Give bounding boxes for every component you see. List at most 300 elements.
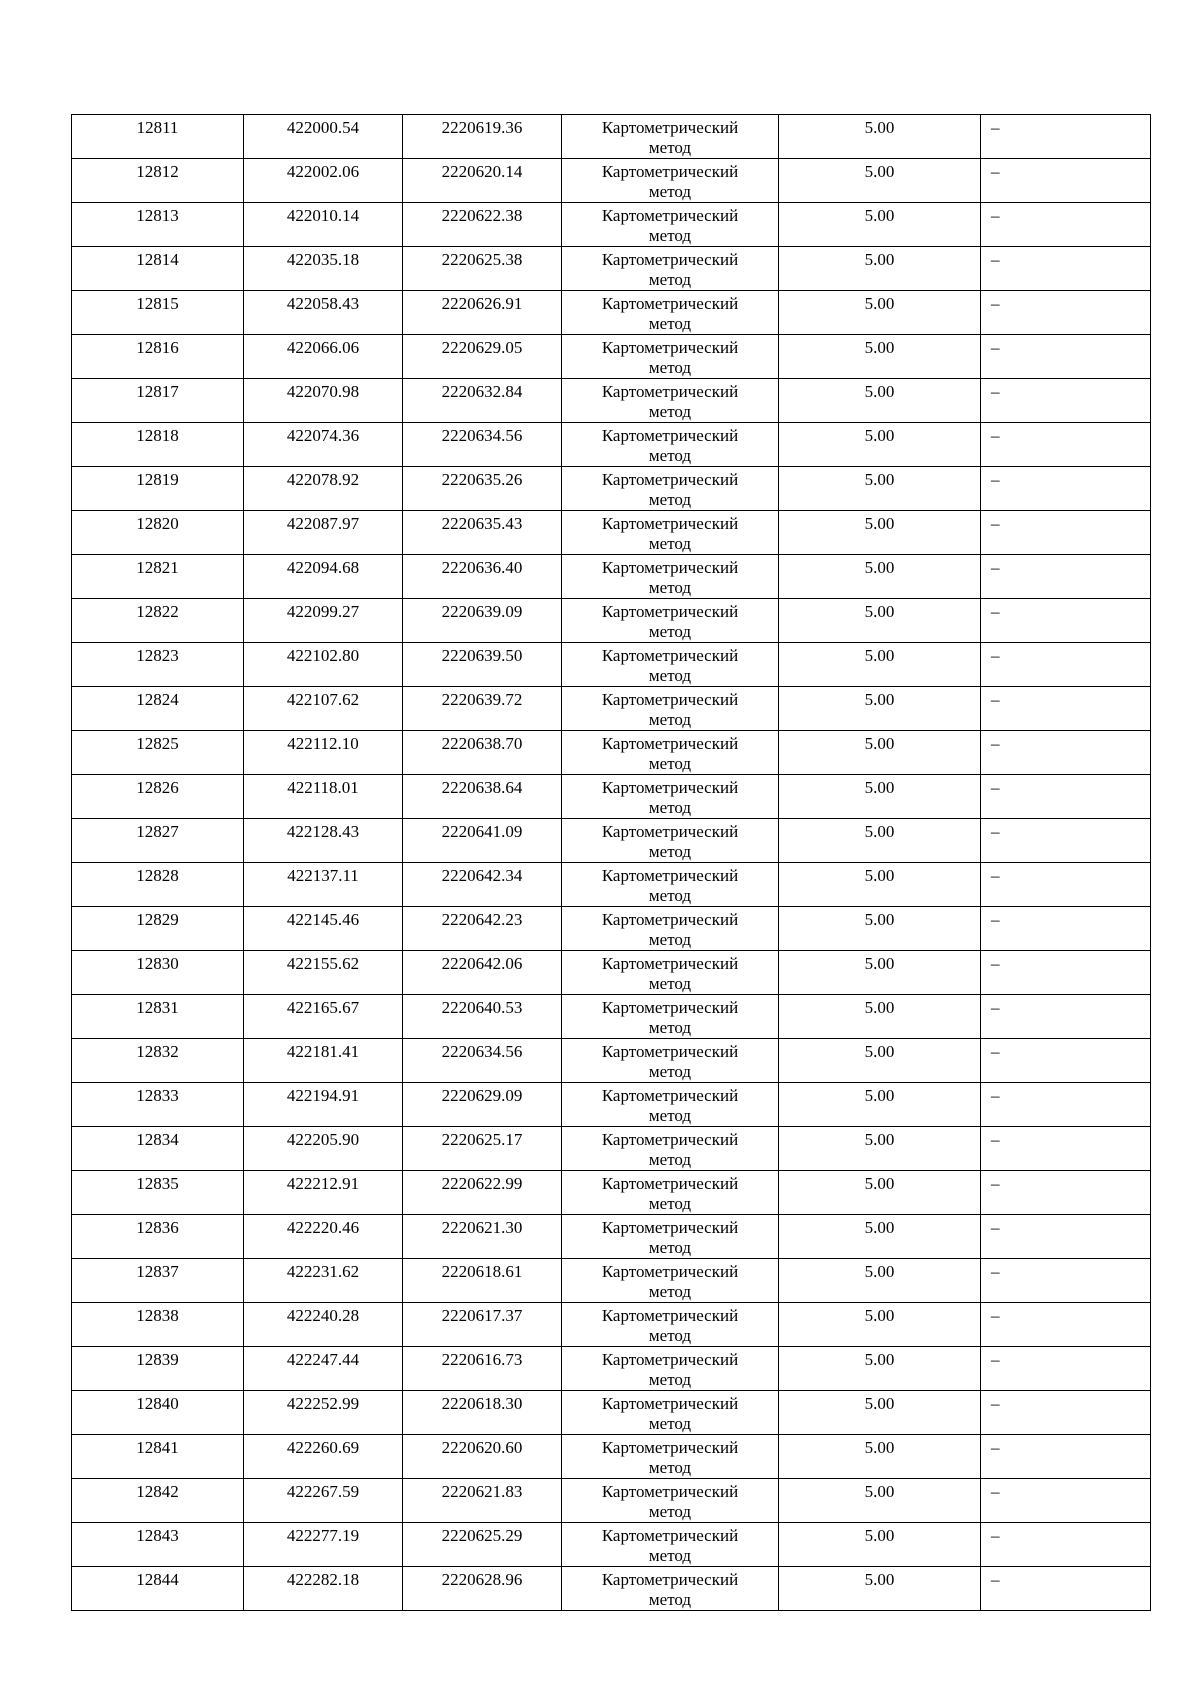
y-coordinate-cell: 2220617.37 bbox=[403, 1303, 562, 1347]
note-cell: – bbox=[981, 291, 1151, 335]
point-number-cell: 12812 bbox=[72, 159, 244, 203]
y-coordinate-cell: 2220622.38 bbox=[403, 203, 562, 247]
table-row bbox=[72, 247, 1151, 291]
x-coordinate-cell: 422000.54 bbox=[244, 115, 403, 159]
point-number-cell: 12819 bbox=[72, 467, 244, 511]
point-number-cell: 12833 bbox=[72, 1083, 244, 1127]
table-row bbox=[72, 1479, 1151, 1523]
method-cell bbox=[562, 819, 779, 863]
note-cell: – bbox=[981, 1215, 1151, 1259]
point-number-cell: 12842 bbox=[72, 1479, 244, 1523]
method-text-line: метод bbox=[648, 1326, 692, 1345]
method-text-line: метод bbox=[648, 930, 692, 949]
method-text-line: Картометрический bbox=[601, 778, 739, 797]
accuracy-cell: 5.00 bbox=[779, 907, 981, 951]
method-text-line: Картометрический bbox=[601, 514, 739, 533]
table-row bbox=[72, 335, 1151, 379]
y-coordinate-cell: 2220629.05 bbox=[403, 335, 562, 379]
method-cell bbox=[562, 1303, 779, 1347]
method-text-line: Картометрический bbox=[601, 954, 739, 973]
note-cell: – bbox=[981, 951, 1151, 995]
method-cell bbox=[562, 115, 779, 159]
method-text-line: метод bbox=[648, 666, 692, 685]
note-cell: – bbox=[981, 379, 1151, 423]
method-text-line: Картометрический bbox=[601, 822, 739, 841]
method-text-line: Картометрический bbox=[601, 1350, 739, 1369]
table-row bbox=[72, 643, 1151, 687]
method-text-line: метод bbox=[648, 1238, 692, 1257]
accuracy-cell: 5.00 bbox=[779, 159, 981, 203]
table-row bbox=[72, 1567, 1151, 1611]
point-number-cell: 12827 bbox=[72, 819, 244, 863]
table-row bbox=[72, 1215, 1151, 1259]
method-cell bbox=[562, 1083, 779, 1127]
accuracy-cell: 5.00 bbox=[779, 1171, 981, 1215]
point-number-cell: 12826 bbox=[72, 775, 244, 819]
table-row bbox=[72, 731, 1151, 775]
method-cell bbox=[562, 599, 779, 643]
method-cell bbox=[562, 643, 779, 687]
table-row bbox=[72, 467, 1151, 511]
table-row bbox=[72, 1523, 1151, 1567]
y-coordinate-cell: 2220618.61 bbox=[403, 1259, 562, 1303]
y-coordinate-cell: 2220642.23 bbox=[403, 907, 562, 951]
table-row bbox=[72, 1171, 1151, 1215]
method-cell bbox=[562, 731, 779, 775]
point-number-cell: 12816 bbox=[72, 335, 244, 379]
y-coordinate-cell: 2220619.36 bbox=[403, 115, 562, 159]
method-cell bbox=[562, 951, 779, 995]
table-row bbox=[72, 1259, 1151, 1303]
point-number-cell: 12828 bbox=[72, 863, 244, 907]
x-coordinate-cell: 422240.28 bbox=[244, 1303, 403, 1347]
coordinates-table bbox=[71, 114, 1151, 1611]
x-coordinate-cell: 422118.01 bbox=[244, 775, 403, 819]
y-coordinate-cell: 2220640.53 bbox=[403, 995, 562, 1039]
point-number-cell: 12817 bbox=[72, 379, 244, 423]
note-cell: – bbox=[981, 1303, 1151, 1347]
method-cell bbox=[562, 247, 779, 291]
point-number-cell: 12824 bbox=[72, 687, 244, 731]
method-text-line: Картометрический bbox=[601, 910, 739, 929]
method-text-line: метод bbox=[648, 578, 692, 597]
note-cell: – bbox=[981, 1083, 1151, 1127]
note-cell: – bbox=[981, 775, 1151, 819]
table-row bbox=[72, 1127, 1151, 1171]
method-text-line: метод bbox=[648, 974, 692, 993]
x-coordinate-cell: 422194.91 bbox=[244, 1083, 403, 1127]
method-text-line: Картометрический bbox=[601, 1306, 739, 1325]
table-row bbox=[72, 687, 1151, 731]
method-text-line: метод bbox=[648, 358, 692, 377]
y-coordinate-cell: 2220621.83 bbox=[403, 1479, 562, 1523]
method-cell bbox=[562, 335, 779, 379]
method-text-line: метод bbox=[648, 182, 692, 201]
method-cell bbox=[562, 1039, 779, 1083]
method-cell bbox=[562, 1523, 779, 1567]
note-cell: – bbox=[981, 1435, 1151, 1479]
note-cell: – bbox=[981, 1567, 1151, 1611]
method-cell bbox=[562, 203, 779, 247]
accuracy-cell: 5.00 bbox=[779, 1215, 981, 1259]
method-cell bbox=[562, 1215, 779, 1259]
method-text-line: метод bbox=[648, 842, 692, 861]
method-text-line: Картометрический bbox=[601, 1218, 739, 1237]
x-coordinate-cell: 422035.18 bbox=[244, 247, 403, 291]
method-text-line: Картометрический bbox=[601, 294, 739, 313]
accuracy-cell: 5.00 bbox=[779, 335, 981, 379]
method-text-line: метод bbox=[648, 1590, 692, 1609]
y-coordinate-cell: 2220620.14 bbox=[403, 159, 562, 203]
method-cell bbox=[562, 1259, 779, 1303]
method-text-line: метод bbox=[648, 1194, 692, 1213]
table-row bbox=[72, 1083, 1151, 1127]
y-coordinate-cell: 2220639.09 bbox=[403, 599, 562, 643]
method-text-line: метод bbox=[648, 314, 692, 333]
note-cell: – bbox=[981, 863, 1151, 907]
accuracy-cell: 5.00 bbox=[779, 1479, 981, 1523]
point-number-cell: 12835 bbox=[72, 1171, 244, 1215]
table-row bbox=[72, 1303, 1151, 1347]
point-number-cell: 12839 bbox=[72, 1347, 244, 1391]
table-row bbox=[72, 379, 1151, 423]
x-coordinate-cell: 422099.27 bbox=[244, 599, 403, 643]
method-cell bbox=[562, 511, 779, 555]
table-row bbox=[72, 159, 1151, 203]
point-number-cell: 12832 bbox=[72, 1039, 244, 1083]
point-number-cell: 12836 bbox=[72, 1215, 244, 1259]
accuracy-cell: 5.00 bbox=[779, 1567, 981, 1611]
y-coordinate-cell: 2220628.96 bbox=[403, 1567, 562, 1611]
method-text-line: Картометрический bbox=[601, 426, 739, 445]
y-coordinate-cell: 2220635.43 bbox=[403, 511, 562, 555]
y-coordinate-cell: 2220620.60 bbox=[403, 1435, 562, 1479]
table-row bbox=[72, 423, 1151, 467]
point-number-cell: 12814 bbox=[72, 247, 244, 291]
note-cell: – bbox=[981, 907, 1151, 951]
note-cell: – bbox=[981, 511, 1151, 555]
x-coordinate-cell: 422058.43 bbox=[244, 291, 403, 335]
point-number-cell: 12830 bbox=[72, 951, 244, 995]
accuracy-cell: 5.00 bbox=[779, 1039, 981, 1083]
x-coordinate-cell: 422128.43 bbox=[244, 819, 403, 863]
method-text-line: метод bbox=[648, 798, 692, 817]
x-coordinate-cell: 422102.80 bbox=[244, 643, 403, 687]
y-coordinate-cell: 2220622.99 bbox=[403, 1171, 562, 1215]
accuracy-cell: 5.00 bbox=[779, 291, 981, 335]
table-row bbox=[72, 1391, 1151, 1435]
x-coordinate-cell: 422267.59 bbox=[244, 1479, 403, 1523]
method-text-line: метод bbox=[648, 1018, 692, 1037]
method-text-line: Картометрический bbox=[601, 1042, 739, 1061]
accuracy-cell: 5.00 bbox=[779, 1347, 981, 1391]
y-coordinate-cell: 2220618.30 bbox=[403, 1391, 562, 1435]
note-cell: – bbox=[981, 115, 1151, 159]
method-text-line: метод bbox=[648, 1282, 692, 1301]
method-text-line: метод bbox=[648, 138, 692, 157]
method-cell bbox=[562, 1347, 779, 1391]
accuracy-cell: 5.00 bbox=[779, 1127, 981, 1171]
point-number-cell: 12843 bbox=[72, 1523, 244, 1567]
accuracy-cell: 5.00 bbox=[779, 951, 981, 995]
method-cell bbox=[562, 1567, 779, 1611]
method-text-line: метод bbox=[648, 446, 692, 465]
accuracy-cell: 5.00 bbox=[779, 467, 981, 511]
y-coordinate-cell: 2220625.38 bbox=[403, 247, 562, 291]
accuracy-cell: 5.00 bbox=[779, 731, 981, 775]
method-text-line: метод bbox=[648, 490, 692, 509]
accuracy-cell: 5.00 bbox=[779, 555, 981, 599]
y-coordinate-cell: 2220638.70 bbox=[403, 731, 562, 775]
method-text-line: Картометрический bbox=[601, 646, 739, 665]
method-text-line: Картометрический bbox=[601, 250, 739, 269]
point-number-cell: 12823 bbox=[72, 643, 244, 687]
y-coordinate-cell: 2220641.09 bbox=[403, 819, 562, 863]
method-text-line: метод bbox=[648, 754, 692, 773]
method-cell bbox=[562, 379, 779, 423]
accuracy-cell: 5.00 bbox=[779, 423, 981, 467]
method-cell bbox=[562, 159, 779, 203]
point-number-cell: 12838 bbox=[72, 1303, 244, 1347]
point-number-cell: 12815 bbox=[72, 291, 244, 335]
method-text-line: метод bbox=[648, 710, 692, 729]
method-text-line: метод bbox=[648, 1546, 692, 1565]
point-number-cell: 12844 bbox=[72, 1567, 244, 1611]
note-cell: – bbox=[981, 1127, 1151, 1171]
accuracy-cell: 5.00 bbox=[779, 1523, 981, 1567]
table-row bbox=[72, 511, 1151, 555]
x-coordinate-cell: 422205.90 bbox=[244, 1127, 403, 1171]
method-text-line: Картометрический bbox=[601, 1086, 739, 1105]
method-text-line: метод bbox=[648, 1414, 692, 1433]
y-coordinate-cell: 2220634.56 bbox=[403, 1039, 562, 1083]
method-text-line: Картометрический bbox=[601, 470, 739, 489]
note-cell: – bbox=[981, 467, 1151, 511]
method-text-line: Картометрический bbox=[601, 558, 739, 577]
method-text-line: метод bbox=[648, 534, 692, 553]
x-coordinate-cell: 422066.06 bbox=[244, 335, 403, 379]
y-coordinate-cell: 2220634.56 bbox=[403, 423, 562, 467]
method-cell bbox=[562, 1171, 779, 1215]
accuracy-cell: 5.00 bbox=[779, 115, 981, 159]
method-text-line: Картометрический bbox=[601, 1482, 739, 1501]
table-row bbox=[72, 115, 1151, 159]
accuracy-cell: 5.00 bbox=[779, 819, 981, 863]
method-cell bbox=[562, 775, 779, 819]
x-coordinate-cell: 422165.67 bbox=[244, 995, 403, 1039]
y-coordinate-cell: 2220632.84 bbox=[403, 379, 562, 423]
accuracy-cell: 5.00 bbox=[779, 1259, 981, 1303]
y-coordinate-cell: 2220635.26 bbox=[403, 467, 562, 511]
point-number-cell: 12829 bbox=[72, 907, 244, 951]
accuracy-cell: 5.00 bbox=[779, 203, 981, 247]
table-row bbox=[72, 819, 1151, 863]
x-coordinate-cell: 422074.36 bbox=[244, 423, 403, 467]
note-cell: – bbox=[981, 1347, 1151, 1391]
method-text-line: Картометрический bbox=[601, 206, 739, 225]
accuracy-cell: 5.00 bbox=[779, 863, 981, 907]
table-row bbox=[72, 1347, 1151, 1391]
method-text-line: Картометрический bbox=[601, 1570, 739, 1589]
x-coordinate-cell: 422078.92 bbox=[244, 467, 403, 511]
method-text-line: Картометрический bbox=[601, 1174, 739, 1193]
table-row bbox=[72, 203, 1151, 247]
method-cell bbox=[562, 687, 779, 731]
accuracy-cell: 5.00 bbox=[779, 379, 981, 423]
y-coordinate-cell: 2220626.91 bbox=[403, 291, 562, 335]
x-coordinate-cell: 422282.18 bbox=[244, 1567, 403, 1611]
accuracy-cell: 5.00 bbox=[779, 1435, 981, 1479]
method-text-line: Картометрический bbox=[601, 338, 739, 357]
accuracy-cell: 5.00 bbox=[779, 775, 981, 819]
accuracy-cell: 5.00 bbox=[779, 995, 981, 1039]
x-coordinate-cell: 422212.91 bbox=[244, 1171, 403, 1215]
method-cell bbox=[562, 555, 779, 599]
method-text-line: Картометрический bbox=[601, 690, 739, 709]
method-cell bbox=[562, 1391, 779, 1435]
note-cell: – bbox=[981, 687, 1151, 731]
method-cell bbox=[562, 291, 779, 335]
y-coordinate-cell: 2220625.17 bbox=[403, 1127, 562, 1171]
method-cell bbox=[562, 1127, 779, 1171]
point-number-cell: 12822 bbox=[72, 599, 244, 643]
x-coordinate-cell: 422277.19 bbox=[244, 1523, 403, 1567]
table-row bbox=[72, 995, 1151, 1039]
x-coordinate-cell: 422094.68 bbox=[244, 555, 403, 599]
method-text-line: метод bbox=[648, 1458, 692, 1477]
point-number-cell: 12820 bbox=[72, 511, 244, 555]
method-text-line: метод bbox=[648, 886, 692, 905]
method-text-line: Картометрический bbox=[601, 1394, 739, 1413]
point-number-cell: 12831 bbox=[72, 995, 244, 1039]
table-row bbox=[72, 1039, 1151, 1083]
x-coordinate-cell: 422155.62 bbox=[244, 951, 403, 995]
note-cell: – bbox=[981, 1171, 1151, 1215]
table-body bbox=[72, 115, 1151, 1611]
x-coordinate-cell: 422107.62 bbox=[244, 687, 403, 731]
note-cell: – bbox=[981, 1479, 1151, 1523]
accuracy-cell: 5.00 bbox=[779, 1391, 981, 1435]
y-coordinate-cell: 2220625.29 bbox=[403, 1523, 562, 1567]
accuracy-cell: 5.00 bbox=[779, 1303, 981, 1347]
y-coordinate-cell: 2220639.72 bbox=[403, 687, 562, 731]
x-coordinate-cell: 422010.14 bbox=[244, 203, 403, 247]
y-coordinate-cell: 2220616.73 bbox=[403, 1347, 562, 1391]
point-number-cell: 12813 bbox=[72, 203, 244, 247]
x-coordinate-cell: 422112.10 bbox=[244, 731, 403, 775]
method-cell bbox=[562, 995, 779, 1039]
y-coordinate-cell: 2220638.64 bbox=[403, 775, 562, 819]
method-text-line: метод bbox=[648, 270, 692, 289]
y-coordinate-cell: 2220642.06 bbox=[403, 951, 562, 995]
y-coordinate-cell: 2220636.40 bbox=[403, 555, 562, 599]
accuracy-cell: 5.00 bbox=[779, 1083, 981, 1127]
accuracy-cell: 5.00 bbox=[779, 511, 981, 555]
table-row bbox=[72, 863, 1151, 907]
method-cell bbox=[562, 907, 779, 951]
y-coordinate-cell: 2220629.09 bbox=[403, 1083, 562, 1127]
method-text-line: метод bbox=[648, 402, 692, 421]
method-text-line: Картометрический bbox=[601, 998, 739, 1017]
note-cell: – bbox=[981, 643, 1151, 687]
method-text-line: метод bbox=[648, 1062, 692, 1081]
point-number-cell: 12840 bbox=[72, 1391, 244, 1435]
point-number-cell: 12837 bbox=[72, 1259, 244, 1303]
method-text-line: Картометрический bbox=[601, 118, 739, 137]
x-coordinate-cell: 422181.41 bbox=[244, 1039, 403, 1083]
x-coordinate-cell: 422247.44 bbox=[244, 1347, 403, 1391]
method-cell bbox=[562, 863, 779, 907]
note-cell: – bbox=[981, 1039, 1151, 1083]
note-cell: – bbox=[981, 1523, 1151, 1567]
method-text-line: метод bbox=[648, 1106, 692, 1125]
table-row bbox=[72, 775, 1151, 819]
method-cell bbox=[562, 1479, 779, 1523]
table-row bbox=[72, 1435, 1151, 1479]
table-row bbox=[72, 291, 1151, 335]
method-text-line: Картометрический bbox=[601, 1262, 739, 1281]
x-coordinate-cell: 422220.46 bbox=[244, 1215, 403, 1259]
note-cell: – bbox=[981, 203, 1151, 247]
x-coordinate-cell: 422252.99 bbox=[244, 1391, 403, 1435]
method-text-line: Картометрический bbox=[601, 1526, 739, 1545]
method-text-line: Картометрический bbox=[601, 162, 739, 181]
x-coordinate-cell: 422231.62 bbox=[244, 1259, 403, 1303]
table-row bbox=[72, 555, 1151, 599]
method-text-line: Картометрический bbox=[601, 1130, 739, 1149]
note-cell: – bbox=[981, 423, 1151, 467]
method-text-line: Картометрический bbox=[601, 734, 739, 753]
accuracy-cell: 5.00 bbox=[779, 247, 981, 291]
method-text-line: Картометрический bbox=[601, 382, 739, 401]
x-coordinate-cell: 422087.97 bbox=[244, 511, 403, 555]
x-coordinate-cell: 422137.11 bbox=[244, 863, 403, 907]
x-coordinate-cell: 422145.46 bbox=[244, 907, 403, 951]
y-coordinate-cell: 2220642.34 bbox=[403, 863, 562, 907]
table-row bbox=[72, 907, 1151, 951]
point-number-cell: 12818 bbox=[72, 423, 244, 467]
note-cell: – bbox=[981, 1259, 1151, 1303]
method-text-line: метод bbox=[648, 1502, 692, 1521]
y-coordinate-cell: 2220639.50 bbox=[403, 643, 562, 687]
x-coordinate-cell: 422070.98 bbox=[244, 379, 403, 423]
x-coordinate-cell: 422260.69 bbox=[244, 1435, 403, 1479]
method-cell bbox=[562, 423, 779, 467]
method-text-line: метод bbox=[648, 1370, 692, 1389]
table-row bbox=[72, 951, 1151, 995]
point-number-cell: 12825 bbox=[72, 731, 244, 775]
note-cell: – bbox=[981, 599, 1151, 643]
table-row bbox=[72, 599, 1151, 643]
method-text-line: метод bbox=[648, 1150, 692, 1169]
method-text-line: метод bbox=[648, 226, 692, 245]
method-text-line: метод bbox=[648, 622, 692, 641]
note-cell: – bbox=[981, 995, 1151, 1039]
note-cell: – bbox=[981, 247, 1151, 291]
x-coordinate-cell: 422002.06 bbox=[244, 159, 403, 203]
method-text-line: Картометрический bbox=[601, 602, 739, 621]
point-number-cell: 12834 bbox=[72, 1127, 244, 1171]
note-cell: – bbox=[981, 819, 1151, 863]
point-number-cell: 12811 bbox=[72, 115, 244, 159]
accuracy-cell: 5.00 bbox=[779, 687, 981, 731]
method-text-line: Картометрический bbox=[601, 866, 739, 885]
accuracy-cell: 5.00 bbox=[779, 599, 981, 643]
point-number-cell: 12841 bbox=[72, 1435, 244, 1479]
note-cell: – bbox=[981, 159, 1151, 203]
note-cell: – bbox=[981, 335, 1151, 379]
method-cell bbox=[562, 1435, 779, 1479]
